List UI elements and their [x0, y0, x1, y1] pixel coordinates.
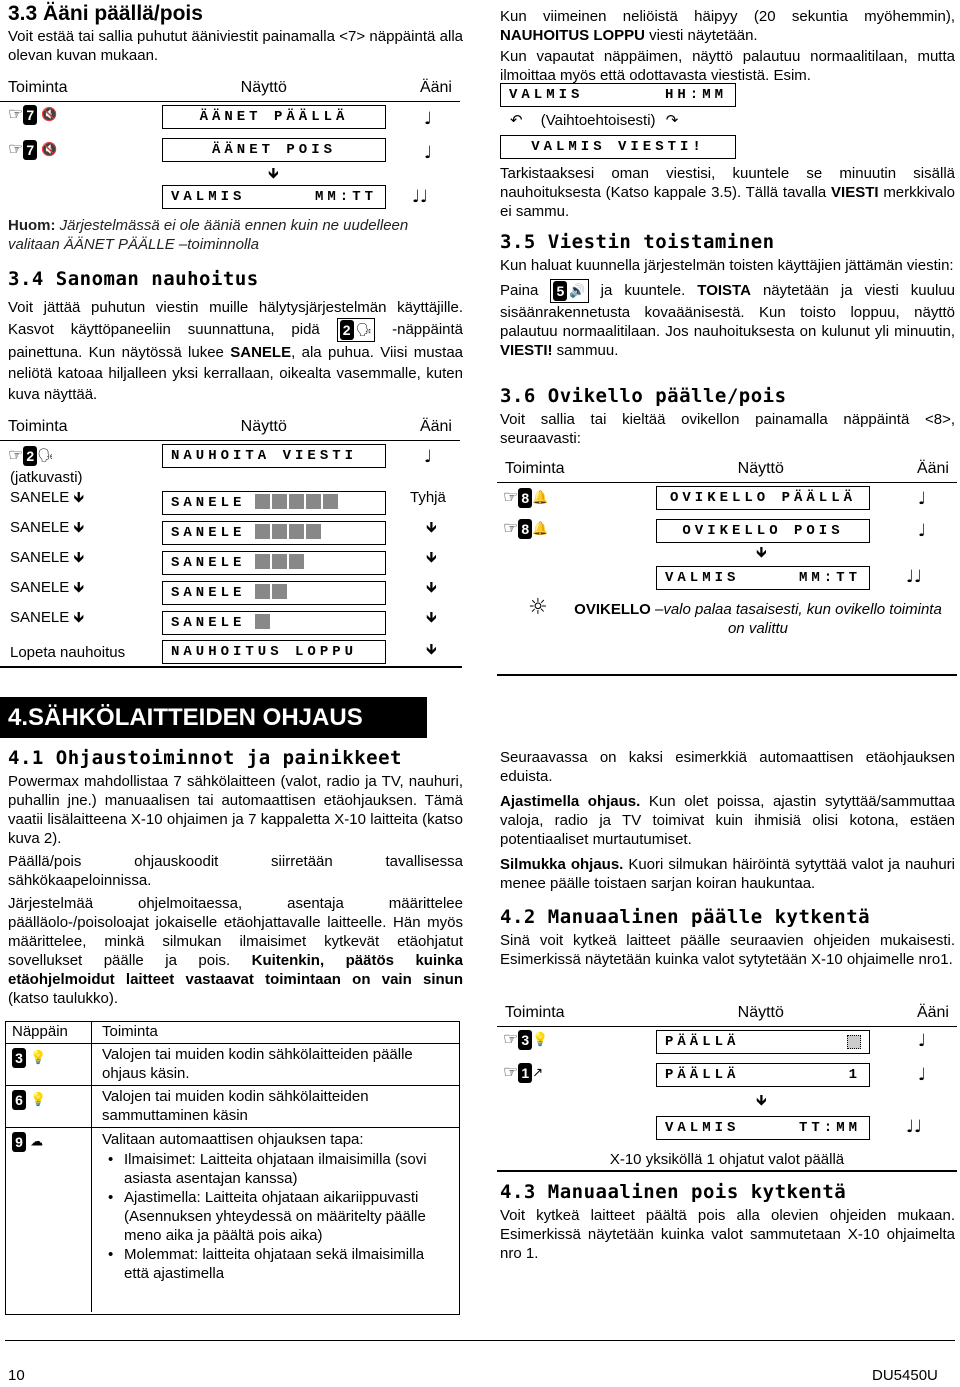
- col-action: Toiminta: [505, 460, 565, 477]
- light-icon: ☼: [528, 595, 548, 620]
- section-3-4-text: [8, 297, 463, 405]
- lcd-time: MM:TT: [798, 569, 861, 586]
- arrow-down-icon: 🡻: [73, 548, 85, 566]
- text-part: Järjestelmää ohjelmoitaessa, asentaja määrittelee päälläolo-/poisoloajat jokaiselle etäohjattavalle laitteelle. Hän myös määrittelee, minkä silmukan ilmaisimet kytkevät etäohjatut sovellukset päälle ja pois.: [8, 895, 463, 969]
- footer-rule: [5, 1340, 955, 1341]
- progress-square: [289, 554, 304, 569]
- lcd-message: VALMIS VIESTI!: [500, 135, 736, 159]
- record-info-p3: [500, 162, 955, 221]
- col-sound: Ääni: [916, 460, 949, 477]
- progress-square: [255, 614, 270, 629]
- note-italic: –toiminnolla: [178, 236, 259, 253]
- arrow-down-icon: 🡻: [268, 164, 279, 182]
- progress-square: [306, 494, 321, 509]
- section-3-4-title: 3.4 Sanoman nauhoitus: [8, 268, 259, 290]
- col-sound: Ääni: [419, 418, 452, 435]
- record-row-sound: [410, 548, 437, 567]
- section-3-3-text: Voit estää tai sallia puhutut ääniviestit painamalla <7> näppäintä alla olevan kuvan mukaan.: [8, 28, 463, 64]
- section-3-6: [500, 384, 955, 448]
- arrow-down-icon: 🡻: [73, 578, 85, 596]
- text-part: Tarkistaaksesi oman viestisi, kuuntele se minuutin sisällä nauhoituksesta (Katso kappale 3.5). Tällä tavalla: [500, 165, 955, 201]
- key-8-b: [503, 519, 548, 539]
- lcd-dictate: [162, 581, 386, 605]
- key-7-b: [8, 140, 58, 160]
- record-row-action: [10, 608, 84, 627]
- speaker-icon: 🔊: [569, 283, 586, 299]
- cycle-left-icon: ↶: [510, 111, 523, 129]
- record-info-p2: Kun vapautat näppäimen, näyttö palautuu normaalitilaan, mutta ilmoittaa myös että odottavasta viestistä. Esim.: [500, 48, 955, 84]
- speaker-mute-icon: 🔇: [37, 142, 58, 158]
- col-action: Toiminta: [8, 418, 68, 435]
- section-3-5-text2: [500, 279, 955, 360]
- section-3-5-text: Kun haluat kuunnella järjestelmän toisten käyttäjien jättämän viestin:: [500, 257, 954, 274]
- key-5: 5: [553, 281, 567, 301]
- function-cell: Valojen tai muiden kodin sähkölaitteiden päälle ohjaus käsin.: [102, 1046, 413, 1082]
- text-part: näytetään ja viesti kuuluu sisäänrakennetusta kovaäänisestä. Kun toisto loppuu, näyttö palautuu normaalitilaan. Jos nauhoituksesta on kulunut yli minuutin,: [500, 281, 956, 340]
- double-note-icon: ♩♩: [906, 1117, 923, 1137]
- chapter-4-title: 4.SÄHKÖLAITTEIDEN OHJAUS: [0, 697, 427, 738]
- section-4-1-p1: Powermax mahdollistaa 7 sähkölaitteen (valot, radio ja TV, nauhuri, puhallin jne.) manuaalisen tai automaattisen etäohjauksen. Tämä vaatii lisälaitteena X-10 ohjaimen ja 7 kappaletta X-10 laitteita (katso kuva 2).: [8, 773, 463, 847]
- manual-on-table: [497, 999, 957, 1027]
- sound-label: Tyhjä: [410, 489, 446, 506]
- auto-examples: [500, 746, 955, 893]
- key-8: 8: [518, 488, 532, 508]
- progress-square: [255, 584, 270, 599]
- col-key: Näppäin: [6, 1022, 92, 1043]
- lcd-ready-text: VALMIS: [665, 569, 740, 586]
- note-text: [8, 216, 458, 254]
- key-8: 8: [518, 519, 532, 539]
- text-bold: VIESTI: [831, 184, 879, 201]
- text-part: Paina: [500, 281, 539, 299]
- function-text: Valitaan automaattisen ohjauksen tapa:: [102, 1131, 364, 1148]
- col-display: Näyttö: [240, 79, 287, 96]
- section-4-3-text: Voit kytkeä laitteet päältä pois alla olevien ohjeiden mukaan. Esimerkissä näytetään kuinka valot sammutetaan X-10 ohjaimelta nro 1.: [500, 1207, 955, 1262]
- arrow-down-icon: 🡻: [73, 488, 85, 506]
- lcd-ready: [656, 1116, 870, 1140]
- col-display: Näyttö: [240, 418, 287, 435]
- chime-table: [497, 455, 957, 483]
- action-label: SANELE: [10, 609, 70, 626]
- key-cell: [6, 1128, 92, 1312]
- key-7-a: [8, 105, 58, 125]
- lcd-on-text: PÄÄLLÄ: [665, 1033, 740, 1050]
- arrow-down-icon: 🡻: [426, 548, 437, 566]
- key-table-row: [6, 1044, 459, 1086]
- chime-table-header: [497, 455, 957, 483]
- key-7: 7: [23, 105, 37, 125]
- record-row-action: [10, 488, 84, 507]
- note-icon: ♩: [424, 143, 433, 163]
- action-label: SANELE: [10, 519, 70, 536]
- arrow-down-icon: 🡻: [756, 543, 767, 561]
- note-icon: ♩: [918, 489, 927, 509]
- note-icon: ♩: [918, 521, 927, 541]
- double-note-icon: ♩♩: [412, 187, 429, 207]
- speaking-head-icon: 🗣: [37, 448, 54, 464]
- record-table: [0, 413, 460, 441]
- section-3-6-text: Voit sallia tai kieltää ovikellon painamalla näppäintä <8>, seuraavasti:: [500, 411, 955, 447]
- lcd-ready: [162, 185, 386, 209]
- cycle-right-icon: ↷: [665, 111, 679, 129]
- key-1-action: [503, 1063, 543, 1083]
- lcd-chime-on: OVIKELLO PÄÄLLÄ: [656, 486, 870, 510]
- text-bold: VIESTI!: [500, 342, 553, 359]
- key-3-action: [503, 1030, 548, 1050]
- key-1: 1: [518, 1063, 532, 1083]
- progress-square: [272, 584, 287, 599]
- hand-icon: ☞: [503, 518, 519, 539]
- lamp-on-icon: 💡: [26, 1050, 47, 1066]
- section-4-2-text: Sinä voit kytkeä laitteet päälle seuraavien ohjeiden mukaisesti. Esimerkissä näytetään kuinka valot sytytetään X-10 ohjaimelle nro1.: [500, 932, 955, 968]
- divider: [497, 1170, 957, 1172]
- hand-icon: ☞: [8, 139, 24, 160]
- arrow-down-icon: 🡻: [73, 518, 85, 536]
- lcd-time: TT:MM: [798, 1119, 861, 1136]
- progress-square: [306, 524, 321, 539]
- lcd-dictate: [162, 491, 386, 515]
- note-label: Huom:: [8, 217, 56, 234]
- lcd-ready-text: VALMIS: [509, 86, 584, 103]
- progress-square: [323, 494, 338, 509]
- key-5-box: [550, 279, 588, 303]
- cursor-block: [847, 1035, 861, 1049]
- section-4-1-p3: [8, 894, 463, 1008]
- continuously-label: (jatkuvasti): [10, 469, 83, 486]
- lcd-on-text: PÄÄLLÄ: [665, 1066, 740, 1083]
- divider: [0, 666, 462, 668]
- manual-on-caption: X-10 yksiköllä 1 ohjatut valot päällä: [609, 1151, 845, 1168]
- key-8-a: [503, 488, 548, 508]
- lcd-dictate: [162, 611, 386, 635]
- chime-note: [568, 600, 948, 638]
- lcd-time: HH:MM: [664, 86, 727, 103]
- record-row-action: [10, 518, 84, 537]
- key-6: 6: [12, 1090, 26, 1110]
- progress-square: [272, 524, 287, 539]
- mode-item: • Ajastimella: Laitteita ohjataan aikariippuvasti (Asennuksen yhteydessä on määritelty päälle meno aika ja päältä pois aika): [102, 1188, 442, 1245]
- note-icon: ♩: [918, 1065, 927, 1085]
- bell-icon: 🔔: [532, 490, 549, 506]
- lcd-dictate: [162, 551, 386, 575]
- text-bold: Ajastimella ohjaus.: [500, 793, 641, 810]
- speaking-head-icon: 🗣: [355, 322, 373, 338]
- hand-icon: ☞: [503, 1029, 519, 1050]
- alternatively-label: (Vaihtoehtoisesti): [540, 112, 656, 129]
- col-sound: Ääni: [419, 79, 452, 96]
- key-3: 3: [12, 1048, 26, 1068]
- record-row-action: [10, 578, 84, 597]
- key-2: 2: [340, 320, 354, 340]
- function-cell: [92, 1128, 452, 1312]
- text-part: Voit jättää puhutun viestin muille hälytysjärjestelmän käyttäjille. Kasvot käyttöpaneeliin suunnattuna, pidä: [8, 299, 463, 338]
- alternating-row: [510, 111, 678, 130]
- manual-on-header: [497, 999, 957, 1027]
- progress-square: [272, 494, 287, 509]
- auto-control-icon: ☁: [26, 1134, 44, 1150]
- key-cell: [6, 1044, 92, 1085]
- speaker-mute-icon: 🔇: [37, 107, 58, 123]
- lcd-on: [656, 1030, 870, 1054]
- lcd-record: NAUHOITA VIESTI: [162, 444, 386, 468]
- key-table-row: [6, 1086, 459, 1128]
- text-bold: OVIKELLO: [574, 601, 651, 618]
- section-4-2: [500, 905, 955, 969]
- text-bold: SANELE: [230, 344, 292, 361]
- section-4-1-p2: Päällä/pois ohjauskoodit siirretään tavallisessa sähkökaapeloinnissa.: [8, 853, 463, 889]
- key-2: 2: [23, 446, 37, 466]
- progress-square: [255, 524, 270, 539]
- lcd-record-end: NAUHOITUS LOPPU: [162, 640, 386, 664]
- lcd-dictate-text: SANELE: [171, 554, 246, 571]
- key-2-action: [8, 446, 54, 466]
- mode-item: • Ilmaisimet: Laitteita ohjataan ilmaisimilla (sovi asiasta asentajan kanssa): [102, 1150, 442, 1188]
- lcd-dictate-text: SANELE: [171, 524, 246, 541]
- double-note-icon: ♩♩: [906, 567, 923, 587]
- hand-icon: ☞: [8, 445, 24, 466]
- progress-square: [289, 524, 304, 539]
- sound-table-header: [0, 74, 460, 102]
- auto-examples-p1: Seuraavassa on kaksi esimerkkiä automaattisen etäohjauksen eduista.: [500, 749, 955, 785]
- arrow-down-icon: 🡻: [73, 608, 85, 626]
- section-3-6-title: 3.6 Ovikello päälle/pois: [500, 385, 787, 407]
- text-part: sammuu.: [552, 342, 619, 359]
- lamp-on-icon: 💡: [532, 1032, 549, 1048]
- lcd-ready-text: VALMIS: [171, 188, 246, 205]
- record-row-action: [10, 548, 84, 567]
- lcd-sounds-on: ÄÄNET PÄÄLLÄ: [162, 105, 386, 129]
- mode-list: [102, 1150, 442, 1283]
- text-part: , ala puhua. Viisi mustaa neliötä katoaa hiljalleen yksi kerrallaan, oikealta vasemmalle, kuten kuva näyttää.: [8, 344, 463, 403]
- section-4-3: [500, 1180, 955, 1263]
- hand-icon: ☞: [8, 104, 24, 125]
- progress-square: [255, 554, 270, 569]
- text-bold: Kuitenkin, päätös kuinka etäohjelmoidut laitteet vastaavat toimintaan on vain sinun: [8, 952, 463, 988]
- lcd-sounds-off: ÄÄNET POIS: [162, 138, 386, 162]
- action-label: SANELE: [10, 579, 70, 596]
- col-display: Näyttö: [737, 460, 784, 477]
- text-part: viesti näytetään.: [645, 27, 758, 44]
- progress-square: [272, 554, 287, 569]
- text-bold: TOISTA: [697, 281, 751, 299]
- arrow-down-icon: 🡻: [426, 608, 437, 626]
- lcd-ready-text: VALMIS: [665, 1119, 740, 1136]
- lcd-ready: [656, 566, 870, 590]
- text-part: ja kuuntele.: [600, 281, 698, 299]
- progress-square: [255, 494, 270, 509]
- section-4-2-title: 4.2 Manuaalinen päälle kytkentä: [500, 906, 871, 928]
- arrow-down-icon: 🡻: [426, 518, 437, 536]
- lcd-dictate: [162, 521, 386, 545]
- section-4-3-title: 4.3 Manuaalinen pois kytkentä: [500, 1181, 847, 1203]
- action-label: SANELE: [10, 549, 70, 566]
- key-table-row: [6, 1128, 459, 1312]
- key-table: [5, 1021, 460, 1315]
- text-part: Kuori silmukan häiröintä sytyttää valot ja nauhuri menee päälle toistaen sarjan koiran haukuntaa.: [500, 856, 955, 892]
- note-icon: ♩: [424, 109, 433, 129]
- lcd-time: MM:TT: [314, 188, 377, 205]
- progress-square: [289, 494, 304, 509]
- lcd-dictate-text: SANELE: [171, 494, 246, 511]
- record-row-sound: [410, 608, 437, 627]
- section-3-4: [8, 267, 463, 405]
- mode-item: • Molemmat: laitteita ohjataan sekä ilmaisimilla että ajastimella: [102, 1245, 442, 1283]
- note-body: Järjestelmässä ei ole ääniä ennen kuin ne uudelleen valitaan ÄÄNET PÄÄLLE: [8, 217, 409, 253]
- divider: [497, 674, 957, 676]
- lcd-chime-off: OVIKELLO POIS: [656, 519, 870, 543]
- key-cell: [6, 1086, 92, 1127]
- page-number: 10: [8, 1367, 25, 1384]
- key-9: 9: [12, 1132, 26, 1152]
- section-4-1: [8, 746, 463, 1008]
- stop-recording-label: Lopeta nauhoitus: [10, 644, 126, 661]
- section-3-5: [500, 230, 955, 360]
- arrow-down-icon: 🡻: [426, 578, 437, 596]
- lcd-dictate-text: SANELE: [171, 584, 246, 601]
- bell-icon: 🔔: [532, 521, 549, 537]
- function-cell: Valojen tai muiden kodin sähkölaitteiden sammuttaminen käsin: [102, 1088, 369, 1124]
- note-icon: ♩: [424, 447, 433, 467]
- section-3-5-title: 3.5 Viestin toistaminen: [500, 231, 775, 253]
- col-function: Toiminta: [102, 1023, 158, 1040]
- key-3: 3: [518, 1030, 532, 1050]
- lamp-off-icon: 💡: [26, 1092, 47, 1108]
- section-4-1-title: 4.1 Ohjaustoiminnot ja painikkeet: [8, 747, 402, 769]
- arrow-down-icon: 🡻: [426, 640, 437, 658]
- lcd-on-1: [656, 1063, 870, 1087]
- key-7: 7: [23, 140, 37, 160]
- arrow-on-icon: ↗: [532, 1065, 544, 1081]
- text-part: (katso taulukko).: [8, 990, 119, 1007]
- record-row-sound: [410, 578, 437, 597]
- col-action: Toiminta: [505, 1004, 565, 1021]
- sound-table: [0, 74, 460, 102]
- text-part: -näppäintä painettuna. Kun näytössä lukee: [8, 320, 464, 361]
- col-action: Toiminta: [8, 79, 68, 96]
- section-3-3: [8, 2, 463, 65]
- text-bold: NAUHOITUS LOPPU: [500, 27, 646, 44]
- hand-icon: ☞: [503, 487, 519, 508]
- key-table-header: [6, 1022, 459, 1044]
- arrow-down-icon: 🡻: [756, 1091, 767, 1109]
- text-bold: Silmukka ohjaus.: [500, 856, 624, 873]
- text-part: merkkivalo ei sammu.: [500, 184, 955, 220]
- record-row-sound: [410, 518, 437, 537]
- key-2-box: [337, 318, 376, 342]
- action-label: SANELE: [10, 489, 70, 506]
- text-part: Kun olet poissa, ajastin sytyttää/sammuttaa valoja, radio ja TV toimivat kuin ihmisiä olisi kotona, estäen potentiaaliset murtautumiset.: [500, 793, 955, 848]
- note-icon: ♩: [918, 1031, 927, 1051]
- record-info-p1: [500, 7, 955, 45]
- text-part: Kun viimeinen neliöistä häipyy (20 sekuntia myöhemmin),: [500, 8, 955, 25]
- record-row-sound: [410, 488, 446, 507]
- record-table-header: [0, 413, 460, 441]
- lcd-ready-hhmm: [500, 83, 736, 107]
- doc-code: DU5450U: [872, 1367, 938, 1384]
- hand-icon: ☞: [503, 1062, 519, 1083]
- col-sound: Ääni: [916, 1004, 949, 1021]
- col-display: Näyttö: [737, 1004, 784, 1021]
- lcd-unit: 1: [848, 1066, 861, 1083]
- record-info: [500, 5, 955, 85]
- section-3-3-title: 3.3 Ääni päällä/pois: [8, 2, 203, 25]
- text-italic: –valo palaa tasaisesti, kun ovikello toiminta on valittu: [650, 601, 942, 637]
- lcd-dictate-text: SANELE: [171, 614, 246, 631]
